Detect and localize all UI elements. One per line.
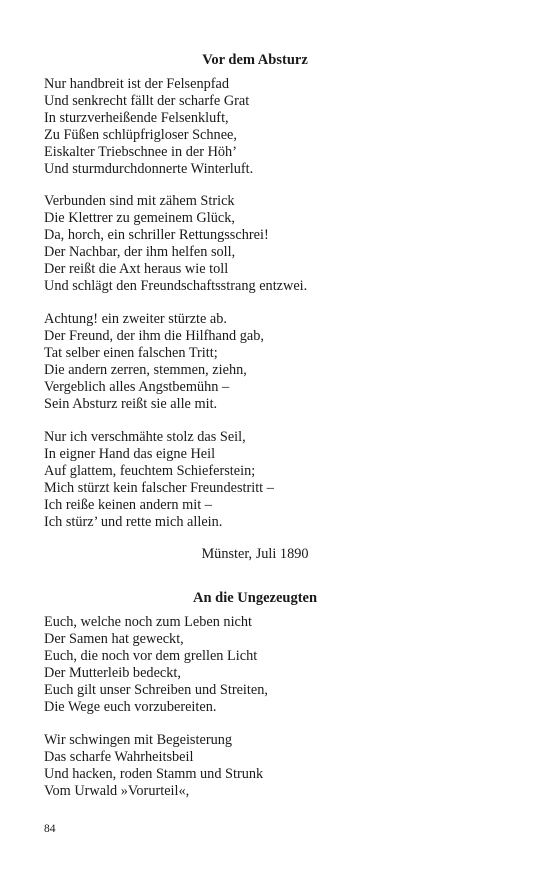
poem-line: Und schlägt den Freundschaftsstrang entzwei. <box>44 277 308 294</box>
poem-line: Eiskalter Triebschnee in der Höh’ <box>44 143 237 160</box>
poem-line: Achtung! ein zweiter stürzte ab. <box>44 311 228 327</box>
poem-dateline: Münster, Juli 1890 <box>201 546 309 562</box>
poem-line: Verbunden sind mit zähem Strick <box>44 193 235 209</box>
poem-body <box>44 732 504 800</box>
stanza <box>44 76 504 177</box>
stanza <box>44 311 504 412</box>
poem-line: Der reißt die Axt heraus wie toll <box>44 260 229 277</box>
poem-title: An die Ungezeugten <box>192 590 318 606</box>
stanza <box>44 614 504 715</box>
poem-line: Euch, die noch vor dem grellen Licht <box>44 647 258 664</box>
poem-line: Vergeblich alles Angstbemühn – <box>44 378 230 395</box>
poem-line: Der Samen hat geweckt, <box>44 630 184 647</box>
poem-line: Ich stürz’ und rette mich allein. <box>44 513 223 530</box>
poem-line: Der Nachbar, der ihm helfen soll, <box>44 243 236 260</box>
poem-line: Vom Urwald »Vorurteil«, <box>44 782 190 799</box>
poem-line: Der Freund, der ihm die Hilfhand gab, <box>44 327 264 344</box>
poem-line: Das scharfe Wahrheitsbeil <box>44 748 194 765</box>
poem-line: Euch, welche noch zum Leben nicht <box>44 614 253 630</box>
poem-body <box>44 311 504 412</box>
poem-line: Und hacken, roden Stamm und Strunk <box>44 765 264 782</box>
poem-line: Wir schwingen mit Begeisterung <box>44 732 233 748</box>
poem-line: Nur handbreit ist der Felsenpfad <box>44 76 230 92</box>
poem-body <box>44 193 504 294</box>
poem-body <box>44 76 504 177</box>
poem-line: Tat selber einen falschen Tritt; <box>44 344 218 361</box>
poem-line: Sein Absturz reißt sie alle mit. <box>44 395 218 412</box>
poem-line: Und senkrecht fällt der scharfe Grat <box>44 92 250 109</box>
poem-line: Auf glattem, feuchtem Schieferstein; <box>44 462 256 479</box>
poem-line: Euch gilt unser Schreiben und Streiten, <box>44 681 268 698</box>
poem-line: Nur ich verschmähte stolz das Seil, <box>44 429 246 445</box>
stanza <box>44 429 504 530</box>
poem-line: Mich stürzt kein falscher Freundestritt – <box>44 479 274 496</box>
stanza <box>44 732 504 800</box>
poem-line: In sturzverheißende Felsenkluft, <box>44 109 229 126</box>
poem-title: Vor dem Absturz <box>202 52 308 68</box>
poem-line: Ich reiße keinen andern mit – <box>44 496 212 513</box>
poem-line: Die Wege euch vorzubereiten. <box>44 698 217 715</box>
poem-line: Da, horch, ein schriller Rettungsschrei! <box>44 226 269 243</box>
poem-line: In eigner Hand das eigne Heil <box>44 445 216 462</box>
stanza <box>44 193 504 294</box>
poem-body <box>44 429 504 530</box>
poem-line: Die Klettrer zu gemeinem Glück, <box>44 209 235 226</box>
poem-line: Der Mutterleib bedeckt, <box>44 664 181 681</box>
poem-body <box>44 614 504 715</box>
poem-line: Die andern zerren, stemmen, ziehn, <box>44 361 247 378</box>
page-number: 84 <box>44 823 56 835</box>
poem-line: Zu Füßen schlüpfrigloser Schnee, <box>44 126 237 143</box>
poem-line: Und sturmdurchdonnerte Winterluft. <box>44 160 254 177</box>
